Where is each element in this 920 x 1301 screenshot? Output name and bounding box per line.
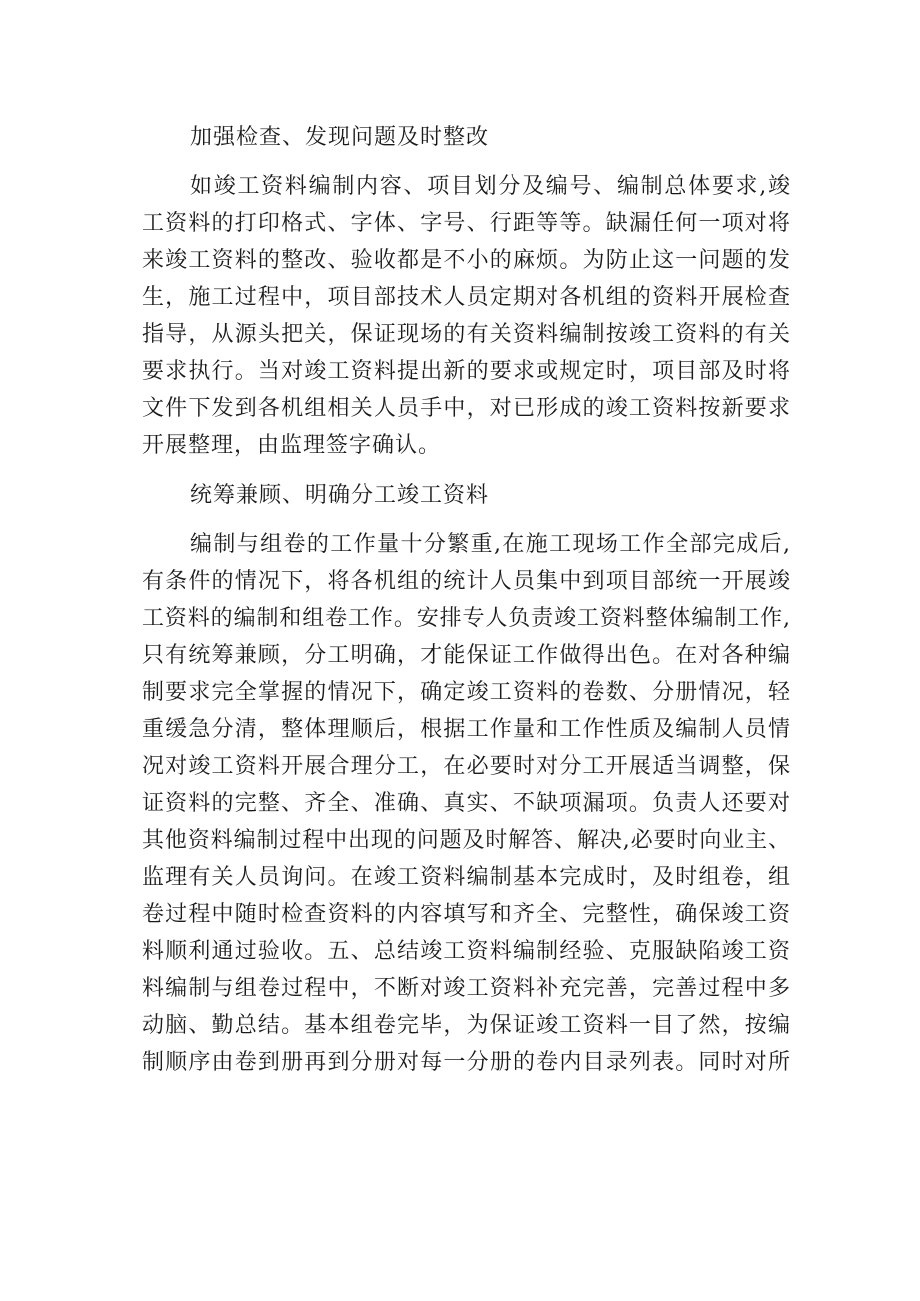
text-line: 要求执行。当对竣工资料提出新的要求或规定时，项目部及时将 (142, 359, 790, 384)
text-line: 监理有关人员询问。在竣工资料编制基本完成时，及时组卷，组 (142, 865, 790, 890)
text-line: 制顺序由卷到册再到分册对每一分册的卷内目录列表。同时对所 (142, 1050, 790, 1075)
paragraph-coordination (142, 526, 790, 1081)
paragraph-inspection (142, 168, 790, 464)
document-page (142, 120, 790, 1095)
text-line: 动脑、勤总结。基本组卷完毕，为保证竣工资料一目了然，按编 (142, 1013, 790, 1038)
text-line: 卷过程中随时检查资料的内容填写和齐全、完整性，确保竣工资 (142, 902, 790, 927)
text-line: 况对竣工资料开展合理分工，在必要时对分工开展适当调整，保 (142, 754, 790, 779)
text-line: 料编制与组卷过程中，不断对竣工资料补充完善，完善过程中多 (142, 976, 790, 1001)
text-line: 如竣工资料编制内容、项目划分及编号、编制总体要求,竣 (190, 174, 790, 199)
text-line: 其他资料编制过程中出现的问题及时解答、解决,必要时向业主、 (142, 828, 790, 853)
text-line: 文件下发到各机组相关人员手中，对已形成的竣工资料按新要求 (142, 396, 790, 421)
text-line: 生，施工过程中，项目部技术人员定期对各机组的资料开展检查 (142, 285, 790, 310)
text-line: 来竣工资料的整改、验收都是不小的麻烦。为防止这一问题的发 (142, 248, 790, 273)
text-line: 只有统筹兼顾，分工明确，才能保证工作做得出色。在对各种编 (142, 643, 790, 668)
text-line: 开展整理，由监理签字确认。 (142, 433, 442, 458)
text-line: 重缓急分清，整体理顺后，根据工作量和工作性质及编制人员情 (142, 717, 790, 742)
text-line: 制要求完全掌握的情况下，确定竣工资料的卷数、分册情况，轻 (142, 680, 790, 705)
text-line: 证资料的完整、齐全、准确、真实、不缺项漏项。负责人还要对 (142, 791, 790, 816)
text-line: 有条件的情况下，将各机组的统计人员集中到项目部统一开展竣 (142, 569, 790, 594)
text-line: 料顺利通过验收。五、总结竣工资料编制经验、克服缺陷竣工资 (142, 939, 790, 964)
text-line: 工资料的打印格式、字体、字号、行距等等。缺漏任何一项对将 (142, 211, 790, 236)
text-line: 编制与组卷的工作量十分繁重,在施工现场工作全部完成后, (190, 532, 790, 557)
section-heading-inspection: 加强检查、发现问题及时整改 (190, 125, 490, 150)
section-heading-coordination: 统筹兼顾、明确分工竣工资料 (190, 483, 490, 508)
text-line: 工资料的编制和组卷工作。安排专人负责竣工资料整体编制工作, (142, 606, 790, 631)
text-line: 指导，从源头把关，保证现场的有关资料编制按竣工资料的有关 (142, 322, 790, 347)
